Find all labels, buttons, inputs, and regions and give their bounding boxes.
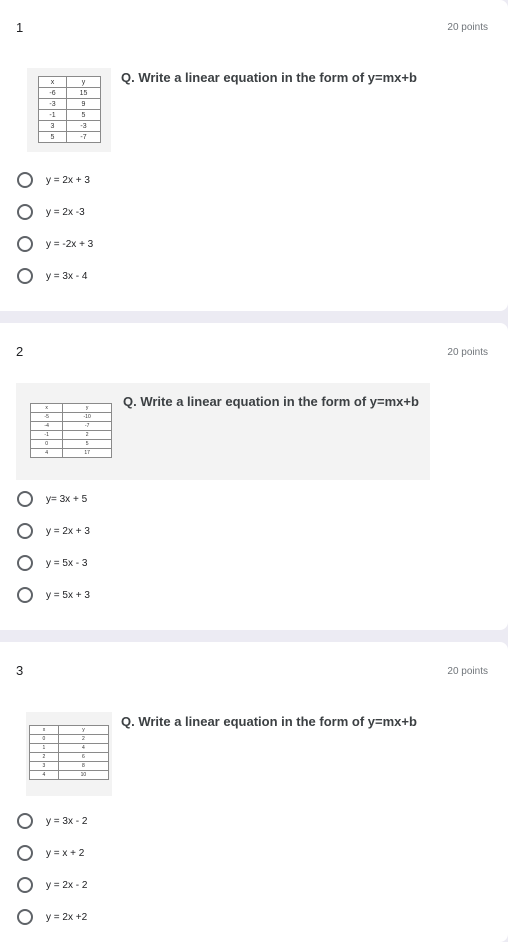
table-cell: 0	[30, 735, 59, 744]
option-label: y = 2x -3	[46, 206, 85, 218]
table-cell: 10	[58, 771, 108, 780]
points-label: 20 points	[447, 666, 488, 677]
table-cell: 4	[30, 771, 59, 780]
table-header-x: x	[30, 726, 59, 735]
radio-button[interactable]	[17, 555, 33, 571]
table-header-y: y	[63, 404, 112, 413]
table-cell: 2	[63, 431, 112, 440]
question-number: 1	[16, 20, 24, 35]
xy-table	[29, 725, 109, 780]
table-header-x: x	[31, 404, 63, 413]
question-card-1	[0, 0, 508, 311]
option-label: y = 2x - 2	[46, 879, 88, 891]
table-cell: 3	[30, 762, 59, 771]
option-label: y = 2x + 3	[46, 525, 90, 537]
table-cell: -5	[31, 413, 63, 422]
question-text: Q. Write a linear equation in the form of y=mx+b	[121, 714, 417, 729]
xy-table	[30, 403, 112, 458]
option-4[interactable]	[17, 909, 87, 925]
table-cell: -1	[31, 431, 63, 440]
table-cell: 3	[39, 121, 67, 132]
question-card-3	[0, 642, 508, 942]
table-cell: 5	[63, 440, 112, 449]
option-label: y = 2x + 3	[46, 174, 90, 186]
table-header-y: y	[58, 726, 108, 735]
table-header-y: y	[66, 77, 100, 88]
table-cell: 1	[30, 744, 59, 753]
option-label: y = -2x + 3	[46, 238, 94, 250]
table-cell: 8	[58, 762, 108, 771]
table-cell: 4	[58, 744, 108, 753]
points-label: 20 points	[447, 22, 488, 33]
option-3[interactable]	[17, 236, 93, 252]
radio-button[interactable]	[17, 845, 33, 861]
option-label: y = 3x - 2	[46, 815, 88, 827]
option-label: y = 5x + 3	[46, 589, 90, 601]
option-label: y = x + 2	[46, 847, 85, 859]
option-label: y = 2x +2	[46, 911, 88, 923]
table-cell: 2	[30, 753, 59, 762]
question-number: 3	[16, 663, 24, 678]
option-3[interactable]	[17, 555, 87, 571]
radio-button[interactable]	[17, 587, 33, 603]
question-number: 2	[16, 344, 24, 359]
table-cell: -3	[66, 121, 100, 132]
table-cell: 5	[66, 110, 100, 121]
table-cell: 15	[66, 88, 100, 99]
option-label: y= 3x + 5	[46, 493, 88, 505]
radio-button[interactable]	[17, 523, 33, 539]
table-cell: -4	[31, 422, 63, 431]
option-4[interactable]	[17, 587, 90, 603]
radio-button[interactable]	[17, 172, 33, 188]
radio-button[interactable]	[17, 877, 33, 893]
table-cell: 6	[58, 753, 108, 762]
option-1[interactable]	[17, 813, 87, 829]
option-2[interactable]	[17, 845, 84, 861]
table-cell: -10	[63, 413, 112, 422]
option-2[interactable]	[17, 204, 85, 220]
option-1[interactable]	[17, 491, 87, 507]
radio-button[interactable]	[17, 236, 33, 252]
table-cell: -3	[39, 99, 67, 110]
radio-button[interactable]	[17, 491, 33, 507]
option-4[interactable]	[17, 268, 87, 284]
table-cell: -7	[66, 132, 100, 143]
points-label: 20 points	[447, 347, 488, 358]
option-3[interactable]	[17, 877, 87, 893]
option-2[interactable]	[17, 523, 90, 539]
table-cell: 0	[31, 440, 63, 449]
radio-button[interactable]	[17, 813, 33, 829]
table-cell: 4	[31, 449, 63, 458]
xy-table	[38, 76, 101, 143]
table-cell: -7	[63, 422, 112, 431]
question-text: Q. Write a linear equation in the form of y=mx+b	[121, 70, 417, 85]
table-cell: -1	[39, 110, 67, 121]
question-text: Q. Write a linear equation in the form of y=mx+b	[123, 394, 419, 409]
radio-button[interactable]	[17, 909, 33, 925]
option-label: y = 3x - 4	[46, 270, 88, 282]
question-card-2	[0, 323, 508, 630]
radio-button[interactable]	[17, 268, 33, 284]
option-1[interactable]	[17, 172, 90, 188]
table-cell: 17	[63, 449, 112, 458]
table-header-x: x	[39, 77, 67, 88]
radio-button[interactable]	[17, 204, 33, 220]
table-cell: 9	[66, 99, 100, 110]
option-label: y = 5x - 3	[46, 557, 88, 569]
table-cell: 2	[58, 735, 108, 744]
table-cell: -6	[39, 88, 67, 99]
table-cell: 5	[39, 132, 67, 143]
